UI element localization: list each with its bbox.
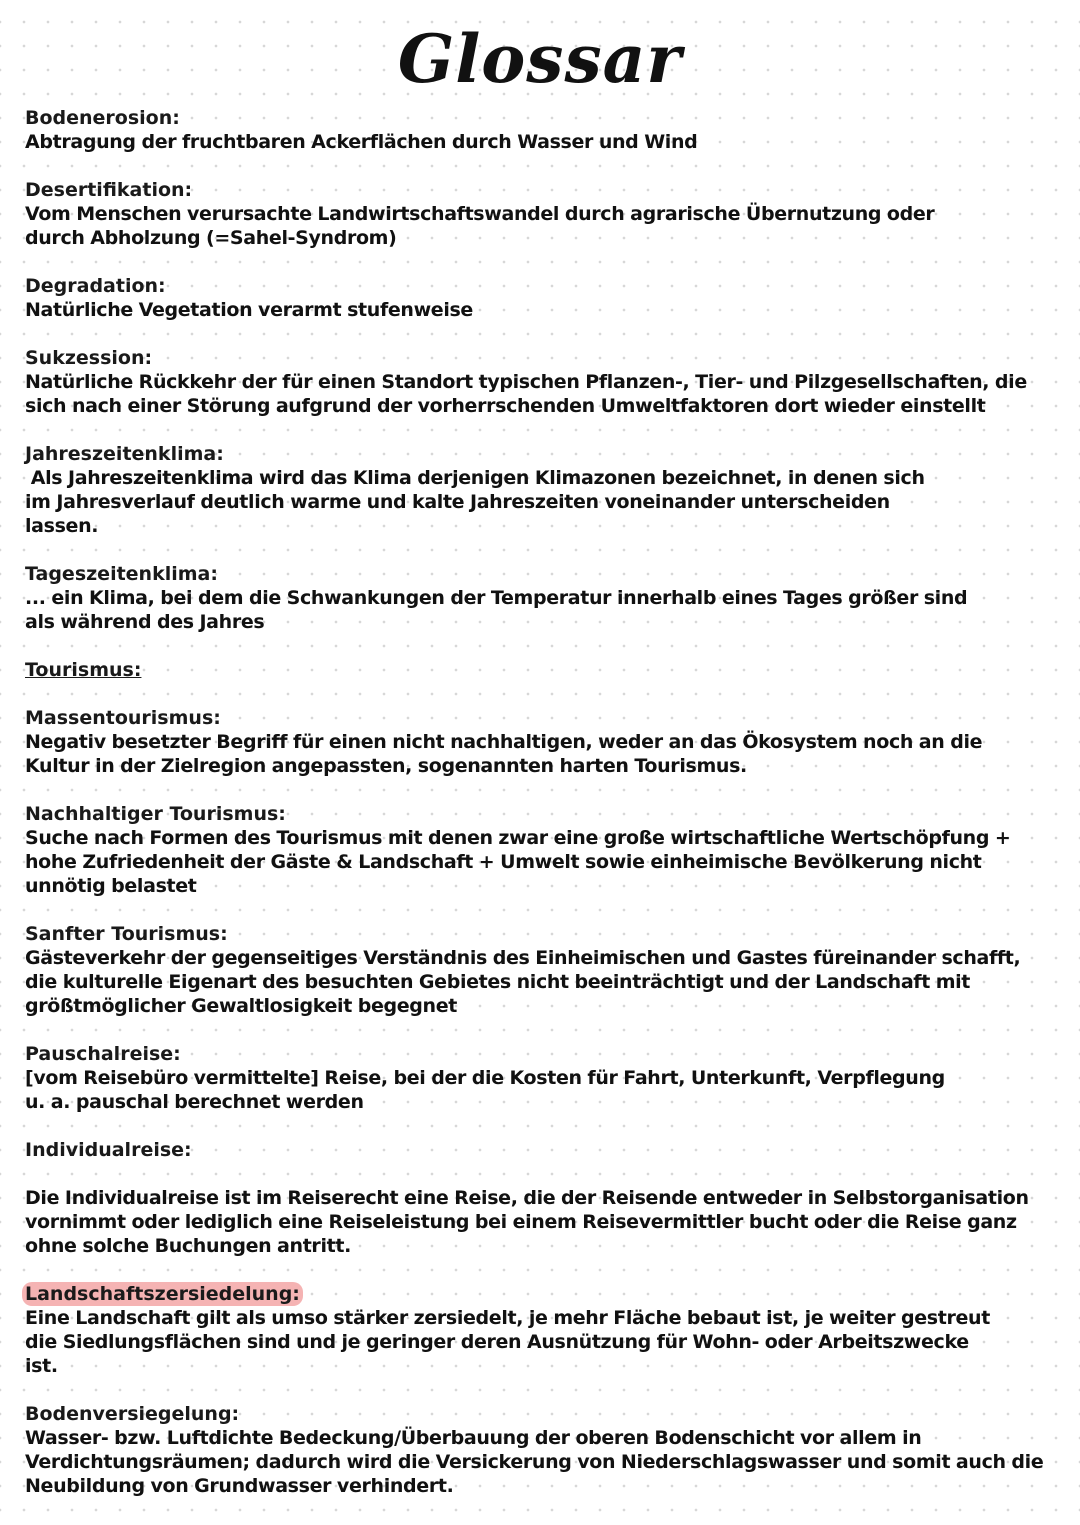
glossary-term: Individualreise: (25, 1139, 192, 1161)
glossary-definition: Die Individualreise ist im Reiserecht eine Reise, die der Reisende entweder in Selbstorganisation vornimmt oder lediglich eine Reiseleistung bei einem Reisevermittler bucht oder die Reise ganz ohne solche Buchungen antritt. (25, 1187, 1029, 1257)
glossary-section-tourismus (25, 658, 1045, 682)
glossary-entry-tageszeitenklima (25, 562, 1045, 634)
glossary-term: Pauschalreise: (25, 1043, 181, 1065)
glossary-entry-pauschalreise (25, 1042, 1045, 1114)
glossary-entry-jahreszeitenklima (25, 442, 1045, 538)
section-heading: Tourismus: (25, 659, 142, 681)
glossary-entry-sanfter-tourismus (25, 922, 1045, 1018)
glossary-list (25, 106, 1045, 1522)
glossary-definition: Gästeverkehr der gegenseitiges Verständnis des Einheimischen und Gastes füreinander schafft, die kulturelle Eigenart des besuchten Gebietes nicht beeinträchtigt und der Landschaft mit größtmöglicher Gewaltlosigkeit begegnet (25, 947, 1021, 1017)
highlighted-term: Landschaftszersiedelung: (22, 1282, 303, 1306)
glossary-term: Massentourismus: (25, 707, 221, 729)
glossary-definition: Als Jahreszeitenklima wird das Klima derjenigen Klimazonen bezeichnet, in denen sich im Jahresverlauf deutlich warme und kalte Jahreszeiten voneinander unterscheiden lassen. (25, 467, 931, 537)
glossary-term: Desertifikation: (25, 179, 193, 201)
glossary-definition: Negativ besetzter Begriff für einen nicht nachhaltigen, weder an das Ökosystem noch an die Kultur in der Zielregion angepassten, sogenannten harten Tourismus. (25, 731, 983, 777)
glossary-term: Nachhaltiger Tourismus: (25, 803, 286, 825)
glossary-entry-sukzession (25, 346, 1045, 418)
glossary-definition: Natürliche Vegetation verarmt stufenweise (25, 299, 473, 321)
glossary-entry-individualreise (25, 1138, 1045, 1258)
glossary-entry-bodenversiegelung (25, 1402, 1045, 1498)
glossary-definition: Wasser- bzw. Luftdichte Bedeckung/Überbauung der oberen Bodenschicht vor allem in Verdichtungsräumen; dadurch wird die Versickerung von Niederschlagswasser und somit auch die Neubildung von Grundwasser verhindert. (25, 1427, 1044, 1497)
glossary-definition: Natürliche Rückkehr der für einen Standort typischen Pflanzen-, Tier- und Pilzgesellschaften, die sich nach einer Störung aufgrund der vorherrschenden Umweltfaktoren dort wieder einstellt (25, 371, 1027, 417)
glossary-entry-desertifikation (25, 178, 1045, 250)
glossary-term: Bodenversiegelung: (25, 1403, 240, 1425)
glossary-term: Bodenerosion: (25, 107, 180, 129)
glossary-definition: Eine Landschaft gilt als umso stärker zersiedelt, je mehr Fläche bebaut ist, je weiter gestreut die Siedlungsflächen sind und je geringer deren Ausnützung für Wohn- oder Arbeitszwecke ist. (25, 1307, 990, 1377)
glossary-definition: Vom Menschen verursachte Landwirtschaftswandel durch agrarische Übernutzung oder durch Abholzung (=Sahel-Syndrom) (25, 203, 935, 249)
glossary-term: Sanfter Tourismus: (25, 923, 228, 945)
glossary-term: Jahreszeitenklima: (25, 443, 224, 465)
glossary-entry-landschaftszersiedelung (25, 1282, 1045, 1378)
glossary-entry-massentourismus (25, 706, 1045, 778)
glossary-definition: ... ein Klima, bei dem die Schwankungen der Temperatur innerhalb eines Tages größer sind als während des Jahres (25, 587, 968, 633)
glossary-entry-degradation (25, 274, 1045, 322)
glossary-definition: Suche nach Formen des Tourismus mit denen zwar eine große wirtschaftliche Wertschöpfung + hohe Zufriedenheit der Gäste & Landschaft + Umwelt sowie einheimische Bevölkerung nicht unnötig belastet (25, 827, 1011, 897)
glossary-term: Sukzession: (25, 347, 153, 369)
glossary-entry-nachhaltiger-tourismus (25, 802, 1045, 898)
glossary-definition: Abtragung der fruchtbaren Ackerflächen durch Wasser und Wind (25, 131, 698, 153)
glossary-entry-bodenerosion (25, 106, 1045, 154)
glossary-definition: [vom Reisebüro vermittelte] Reise, bei der die Kosten für Fahrt, Unterkunft, Verpflegung u. a. pauschal berechnet werden (25, 1067, 945, 1113)
glossary-term: Tageszeitenklima: (25, 563, 218, 585)
page-title: Glossar (397, 20, 683, 98)
glossary-term: Degradation: (25, 275, 166, 297)
